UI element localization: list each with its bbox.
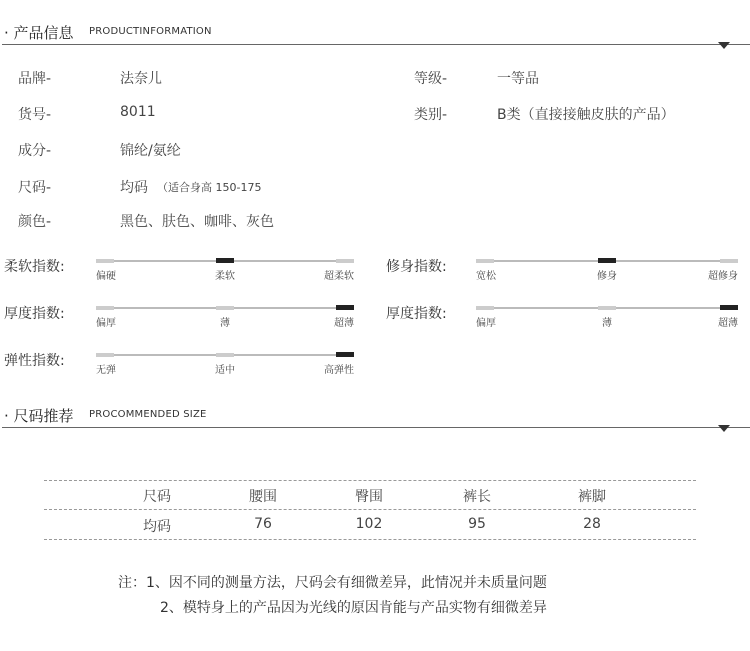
scale-stop	[96, 259, 114, 263]
category-label: 类别-	[414, 107, 448, 123]
table-header: 尺码	[143, 489, 171, 505]
size-recommend-heading	[0, 405, 750, 427]
size-recommend-subtitle: PROCOMMENDED SIZE	[89, 409, 207, 420]
scale-stop	[336, 305, 354, 310]
table-cell: 28	[583, 516, 601, 532]
note-line-1: 注：1、因不同的测量方法，尺码会有细微差异，此情况并未质量问题	[118, 575, 547, 591]
scale-stop	[476, 306, 494, 310]
table-rule	[44, 539, 696, 540]
scale-label: 偏硬	[96, 271, 116, 282]
note-line-2: 2、模特身上的产品因为光线的原因肯能与产品实物有细微差异	[160, 600, 547, 616]
scale-label: 薄	[602, 318, 612, 329]
scale-label: 超薄	[334, 318, 354, 329]
size-value: 均码	[120, 180, 148, 196]
material-value: 锦纶/氨纶	[120, 143, 181, 159]
scale-label: 超柔软	[324, 271, 354, 282]
scale-stop	[216, 353, 234, 357]
size-recommend-title: · 尺码推荐	[4, 407, 74, 425]
scale-stop	[216, 306, 234, 310]
product-info-subtitle: PRODUCTINFORMATION	[89, 26, 212, 37]
grade-value: 一等品	[497, 71, 539, 87]
grade-label: 等级-	[414, 71, 448, 87]
scale-stop	[476, 259, 494, 263]
product-info-heading	[0, 22, 750, 44]
table-rule	[44, 509, 696, 510]
category-value: B类（直接接触皮肤的产品）	[497, 107, 675, 123]
brand-value: 法奈儿	[120, 71, 162, 87]
material-label: 成分-	[18, 143, 52, 159]
color-value: 黑色、肤色、咖啡、灰色	[120, 214, 274, 230]
scale-label: 柔软	[215, 271, 235, 282]
scale-stop	[336, 259, 354, 263]
elasticity-title: 弹性指数:	[4, 353, 65, 369]
size-note: （适合身高 150-175	[157, 181, 262, 194]
elasticity-track	[96, 354, 354, 376]
scale-stop	[598, 306, 616, 310]
scale-stop	[720, 259, 738, 263]
sku-value: 8011	[120, 104, 156, 120]
sku-label: 货号-	[18, 107, 52, 123]
scale-label: 偏厚	[96, 318, 116, 329]
scale-label: 宽松	[476, 271, 496, 282]
scale-stop	[96, 353, 114, 357]
color-label: 颜色-	[18, 214, 52, 230]
scale-stop	[336, 352, 354, 357]
scale-label: 高弹性	[324, 365, 354, 376]
thickness-track-right	[476, 307, 738, 329]
scale-stop	[96, 306, 114, 310]
softness-track	[96, 260, 354, 282]
size-label: 尺码-	[18, 180, 52, 196]
scale-stop	[598, 258, 616, 263]
product-info-title: · 产品信息	[4, 24, 74, 42]
thickness-track-left	[96, 307, 354, 329]
scale-label: 薄	[220, 318, 230, 329]
scale-label: 适中	[215, 365, 235, 376]
scale-label: 无弹	[96, 365, 116, 376]
scale-label: 超修身	[708, 271, 738, 282]
scale-stop	[720, 305, 738, 310]
triangle-down-icon	[718, 42, 730, 49]
scale-label: 修身	[597, 271, 617, 282]
table-cell: 均码	[143, 519, 171, 535]
scale-label: 超薄	[718, 318, 738, 329]
softness-title: 柔软指数:	[4, 259, 65, 275]
size-recommend-divider	[2, 427, 750, 428]
table-header: 臀围	[355, 489, 383, 505]
brand-label: 品牌-	[18, 71, 52, 87]
fit-track	[476, 260, 738, 282]
table-rule	[44, 480, 696, 481]
scale-stop	[216, 258, 234, 263]
table-header: 腰围	[249, 489, 277, 505]
product-info-divider	[2, 44, 750, 45]
fit-title: 修身指数:	[386, 259, 447, 275]
table-header: 裤脚	[578, 489, 606, 505]
table-cell: 76	[254, 516, 272, 532]
table-cell: 102	[355, 516, 383, 532]
scale-label: 偏厚	[476, 318, 496, 329]
table-header: 裤长	[463, 489, 491, 505]
table-cell: 95	[468, 516, 486, 532]
triangle-down-icon	[718, 425, 730, 432]
thickness-title-right: 厚度指数:	[386, 306, 447, 322]
thickness-title-left: 厚度指数:	[4, 306, 65, 322]
